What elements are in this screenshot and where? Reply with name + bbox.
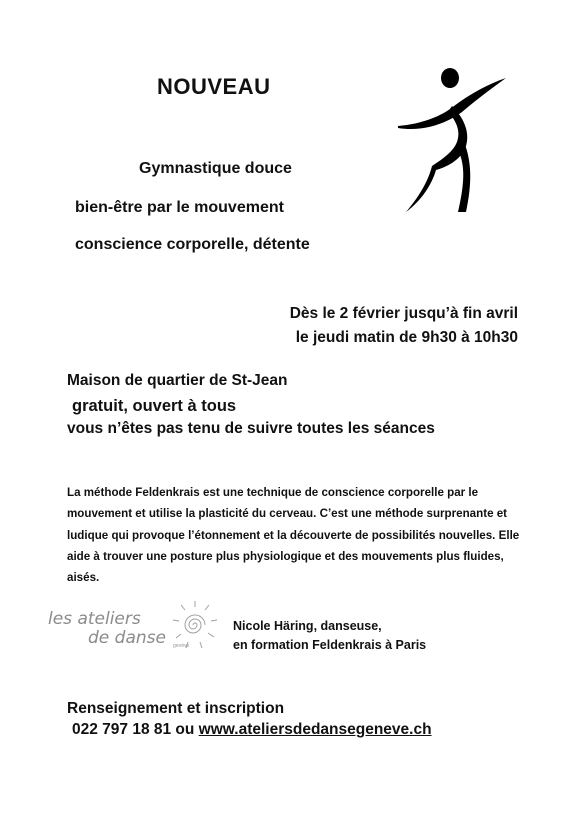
logo-text-line1: les ateliers	[48, 609, 141, 629]
session-time: le jeudi matin de 9h30 à 10h30	[295, 329, 518, 346]
info-heading: Renseignement et inscription	[67, 700, 285, 717]
subtitle-wellbeing: bien-être par le mouvement	[75, 199, 284, 216]
price-note: gratuit, ouvert à tous	[72, 397, 237, 415]
logo-text-line2: de danse	[88, 628, 166, 648]
contact-line	[72, 721, 432, 739]
phone-number: 022 797 18 81 ou	[72, 721, 199, 738]
method-description: La méthode Feldenkrais est une technique de conscience corporelle par le mouvement et utilise la plasticité du cerveau. C’est une méthode surprenante et ludique qui provoque l’étonnement et la découverte de possibilités nouvelles. Elle aide à trouver une posture plus physiologique et des mouvements plus fluides, aisés.	[67, 486, 520, 585]
attendance-note: vous n’êtes pas tenu de suivre toutes les séances	[67, 420, 435, 437]
subtitle-awareness: conscience corporelle, détente	[75, 236, 310, 253]
teacher-training: en formation Feldenkrais à Paris	[233, 638, 427, 652]
venue: Maison de quartier de St-Jean	[67, 372, 288, 389]
dancer-silhouette-icon	[392, 66, 510, 216]
date-range: Dès le 2 février jusqu’à fin avril	[289, 305, 518, 322]
logo-text-small: genève	[173, 643, 190, 649]
website-link[interactable]: www.ateliersdedansegeneve.ch	[198, 721, 432, 738]
page-title: NOUVEAU	[157, 74, 271, 99]
subtitle-gym: Gymnastique douce	[139, 160, 292, 177]
teacher-name: Nicole Häring, danseuse,	[233, 619, 382, 633]
